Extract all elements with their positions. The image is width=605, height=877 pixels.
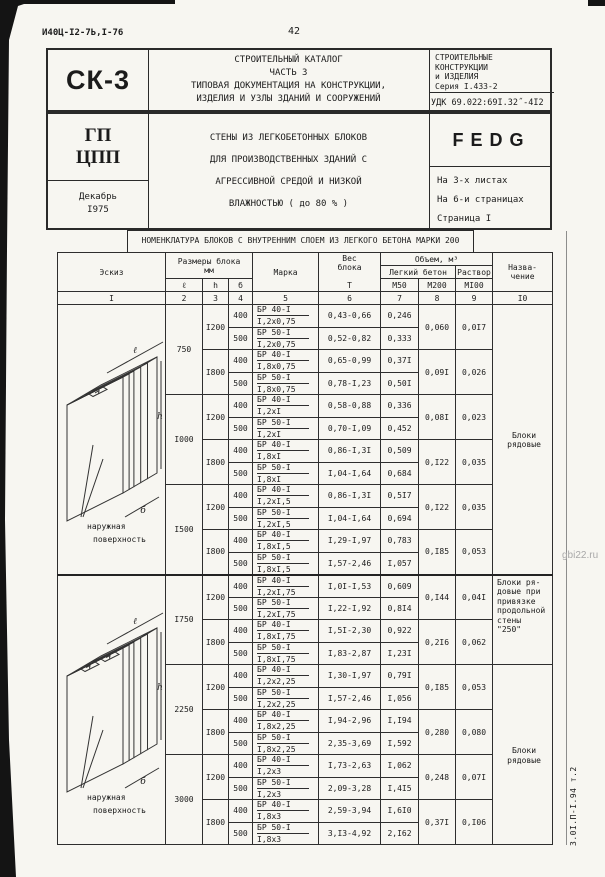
col-num: 6 bbox=[319, 292, 381, 305]
cell-m50: 0,50I bbox=[381, 372, 419, 395]
cell-m200: 0,37I bbox=[419, 800, 456, 845]
cell-weight: I,83-2,87 bbox=[319, 642, 381, 665]
cell-width: 500 bbox=[229, 597, 253, 620]
cell-width: 500 bbox=[229, 507, 253, 530]
scan-corner-smear bbox=[588, 0, 605, 6]
cell-weight: I,5I-2,30 bbox=[319, 620, 381, 643]
classification-code: FEDG bbox=[452, 129, 531, 150]
cell-m50: 0,783 bbox=[381, 530, 419, 553]
cell-length: I750 bbox=[166, 575, 203, 665]
outer-surface-label: наружная bbox=[86, 522, 126, 532]
cell-m100: 0,053 bbox=[456, 665, 493, 710]
dim-b-label: б bbox=[139, 506, 146, 517]
issue-date: Декабрь I975 bbox=[79, 192, 117, 215]
cell-width: 500 bbox=[229, 642, 253, 665]
cell-m50: I,056 bbox=[381, 687, 419, 710]
outer-surface-label: поверхность bbox=[92, 805, 146, 815]
cell-width: 400 bbox=[229, 800, 253, 823]
dim-h-label: h bbox=[156, 412, 163, 423]
cell-mark: БР 40-I I,8х0,75 bbox=[253, 350, 319, 373]
cell-mark: БР 40-I I,2х2,25 bbox=[253, 665, 319, 688]
cell-width: 400 bbox=[229, 575, 253, 598]
cell-m100: 0,035 bbox=[456, 440, 493, 485]
cell-length: 750 bbox=[166, 305, 203, 395]
cell-width: 400 bbox=[229, 350, 253, 373]
cell-m200: 0,280 bbox=[419, 710, 456, 755]
publisher: ГП ЦПП bbox=[75, 125, 121, 168]
sketch-cell bbox=[58, 305, 166, 575]
cell-height: I200 bbox=[203, 665, 229, 710]
side-document-code: 3.0I.П-I.94 т.2 bbox=[569, 766, 578, 846]
cell-weight: I,04-I,64 bbox=[319, 462, 381, 485]
scan-fold-line bbox=[566, 231, 567, 845]
cell-m200: 0,08I bbox=[419, 395, 456, 440]
cell-m50: I,4I5 bbox=[381, 777, 419, 800]
cell-weight: I,04-I,64 bbox=[319, 507, 381, 530]
scan-top-smear bbox=[0, 0, 175, 4]
cell-weight: I,0I-I,53 bbox=[319, 575, 381, 598]
cell-m50: 0,333 bbox=[381, 327, 419, 350]
cell-width: 500 bbox=[229, 417, 253, 440]
block-sketch-1 bbox=[59, 319, 165, 557]
cell-width: 500 bbox=[229, 732, 253, 755]
cell-height: I800 bbox=[203, 440, 229, 485]
cell-height: I200 bbox=[203, 755, 229, 800]
header-m200: М200 bbox=[419, 279, 456, 292]
cell-mark: БР 50-I I,2х0,75 bbox=[253, 327, 319, 350]
cell-mark: БР 50-I I,2хI bbox=[253, 417, 319, 440]
cell-m200: 0,I44 bbox=[419, 575, 456, 620]
cell-mark: БР 50-I I,8хI,75 bbox=[253, 642, 319, 665]
cell-m200: 0,09I bbox=[419, 350, 456, 395]
cell-m50: 0,452 bbox=[381, 417, 419, 440]
catalog-code: СК-3 bbox=[66, 64, 130, 95]
cell-weight: 0,70-I,09 bbox=[319, 417, 381, 440]
header-m50: М50 bbox=[381, 279, 419, 292]
cell-length: 2250 bbox=[166, 665, 203, 755]
cell-m200: 0,I22 bbox=[419, 440, 456, 485]
cell-m50: 0,694 bbox=[381, 507, 419, 530]
cell-weight: 0,43-0,66 bbox=[319, 305, 381, 328]
nomenclature-table bbox=[57, 252, 553, 845]
block-sketch-2 bbox=[59, 590, 165, 828]
cell-m50: 0,684 bbox=[381, 462, 419, 485]
cell-mark: БР 40-I I,8хI,75 bbox=[253, 620, 319, 643]
header-weight: Вес блока Т bbox=[319, 253, 381, 292]
cell-m50: 0,8I4 bbox=[381, 597, 419, 620]
cell-length: I000 bbox=[166, 395, 203, 485]
cell-width: 400 bbox=[229, 530, 253, 553]
cell-width: 400 bbox=[229, 440, 253, 463]
site-watermark: gbi22.ru bbox=[562, 550, 599, 561]
cell-length: I500 bbox=[166, 485, 203, 575]
dim-l-label: ℓ bbox=[132, 616, 137, 627]
document-subject: СТЕНЫ ИЗ ЛЕГКОБЕТОННЫХ БЛОКОВ ДЛЯ ПРОИЗВОДСТВЕННЫХ ЗДАНИЙ С АГРЕССИВНОЙ СРЕДОЙ И НИЗКОЙ ВЛАЖНОСТЬЮ ( до 80 % ) bbox=[209, 133, 368, 209]
cell-height: I200 bbox=[203, 395, 229, 440]
cell-width: 400 bbox=[229, 755, 253, 778]
col-num: 2 bbox=[166, 292, 203, 305]
header-stamp-top bbox=[46, 48, 552, 112]
cell-m100: 0,07I bbox=[456, 755, 493, 800]
cell-m100: 0,I06 bbox=[456, 800, 493, 845]
col-num: 9 bbox=[456, 292, 493, 305]
table-row bbox=[58, 305, 553, 328]
cell-m100: 0,035 bbox=[456, 485, 493, 530]
cell-mark: БР 40-I I,2х3 bbox=[253, 755, 319, 778]
cell-m200: 0,I22 bbox=[419, 485, 456, 530]
dim-h-label: h bbox=[156, 682, 163, 693]
cell-width: 400 bbox=[229, 710, 253, 733]
sketch-cell bbox=[58, 575, 166, 845]
cell-mark: БР 50-I I,2хI,5 bbox=[253, 507, 319, 530]
cell-m100: 0,04I bbox=[456, 575, 493, 620]
cell-weight: I,94-2,96 bbox=[319, 710, 381, 733]
table-header-row bbox=[58, 253, 553, 266]
cell-m50: 0,246 bbox=[381, 305, 419, 328]
cell-m50: 0,509 bbox=[381, 440, 419, 463]
cell-length: 3000 bbox=[166, 755, 203, 845]
header-purpose: Назва- чение bbox=[493, 253, 553, 292]
cell-mark: БР 50-I I,2хI,75 bbox=[253, 597, 319, 620]
cell-weight: I,22-I,92 bbox=[319, 597, 381, 620]
cell-weight: I,30-I,97 bbox=[319, 665, 381, 688]
cell-weight: 2,09-3,28 bbox=[319, 777, 381, 800]
table-row bbox=[58, 575, 553, 598]
table-title: НОМЕНКЛАТУРА БЛОКОВ С ВНУТРЕННИМ СЛОЕМ ИЗ ЛЕГКОГО БЕТОНА МАРКИ 200 bbox=[127, 230, 474, 253]
cell-m50: I,057 bbox=[381, 552, 419, 575]
header-mark: Марка bbox=[253, 253, 319, 292]
cell-m100: 0,026 bbox=[456, 350, 493, 395]
cell-m50: 0,922 bbox=[381, 620, 419, 643]
cell-weight: 0,52-0,82 bbox=[319, 327, 381, 350]
header-light-concrete: Легкий бетон bbox=[381, 266, 456, 279]
cell-mark: БР 50-I I,8х3 bbox=[253, 822, 319, 845]
col-num: 7 bbox=[381, 292, 419, 305]
cell-m100: 0,023 bbox=[456, 395, 493, 440]
cell-m50: I,6I0 bbox=[381, 800, 419, 823]
cell-weight: 2,59-3,94 bbox=[319, 800, 381, 823]
cell-m50: I,I94 bbox=[381, 710, 419, 733]
outer-surface-label: поверхность bbox=[92, 535, 146, 545]
cell-m50: I,062 bbox=[381, 755, 419, 778]
cell-mark: БР 40-I I,2хI,75 bbox=[253, 575, 319, 598]
udk-code: УДК 69.022:69I.32˝-4I2 bbox=[429, 92, 554, 112]
cell-height: I800 bbox=[203, 350, 229, 395]
col-num: 5 bbox=[253, 292, 319, 305]
page-number: 42 bbox=[288, 26, 301, 37]
cell-m100: 0,0I7 bbox=[456, 305, 493, 350]
purpose-cell: Блоки рядовые bbox=[493, 305, 553, 575]
dim-b-label: б bbox=[139, 776, 146, 787]
cell-m200: 0,060 bbox=[419, 305, 456, 350]
header-sketch: Эскиз bbox=[58, 253, 166, 292]
cell-m100: 0,053 bbox=[456, 530, 493, 575]
cell-width: 400 bbox=[229, 395, 253, 418]
cell-m200: 0,248 bbox=[419, 755, 456, 800]
col-num: I0 bbox=[493, 292, 553, 305]
scan-left-edge bbox=[0, 0, 42, 877]
cell-m100: 0,080 bbox=[456, 710, 493, 755]
cell-mark: БР 50-I I,8хI bbox=[253, 462, 319, 485]
cell-width: 500 bbox=[229, 462, 253, 485]
sheets-info: На 3-х листах На 6-и страницах Страница I bbox=[437, 176, 524, 224]
cell-m50: 2,I62 bbox=[381, 822, 419, 845]
cell-width: 500 bbox=[229, 822, 253, 845]
cell-m200: 0,I85 bbox=[419, 665, 456, 710]
cell-width: 400 bbox=[229, 305, 253, 328]
cell-height: I800 bbox=[203, 800, 229, 845]
cell-weight: I,57-2,46 bbox=[319, 687, 381, 710]
cell-width: 400 bbox=[229, 620, 253, 643]
cell-width: 500 bbox=[229, 687, 253, 710]
cell-weight: I,29-I,97 bbox=[319, 530, 381, 553]
cell-mark: БР 40-I I,2хI,5 bbox=[253, 485, 319, 508]
purpose-cell: Блоки ря- довые при привязке продольной стены "250" bbox=[493, 575, 553, 665]
cell-m200: 0,2I6 bbox=[419, 620, 456, 665]
cell-width: 500 bbox=[229, 372, 253, 395]
cell-width: 500 bbox=[229, 777, 253, 800]
cell-height: I200 bbox=[203, 575, 229, 620]
header-stamp-main bbox=[46, 112, 552, 230]
cell-weight: I,57-2,46 bbox=[319, 552, 381, 575]
cell-height: I800 bbox=[203, 620, 229, 665]
cell-width: 400 bbox=[229, 485, 253, 508]
cell-width: 400 bbox=[229, 665, 253, 688]
cell-height: I200 bbox=[203, 305, 229, 350]
purpose-cell: Блоки рядовые bbox=[493, 665, 553, 845]
cell-mark: БР 40-I I,8хI bbox=[253, 440, 319, 463]
col-num: 4 bbox=[229, 292, 253, 305]
col-num: I bbox=[58, 292, 166, 305]
cell-m50: 0,79I bbox=[381, 665, 419, 688]
cell-m50: I,23I bbox=[381, 642, 419, 665]
header-dim-h: h bbox=[203, 279, 229, 292]
cell-m100: 0,062 bbox=[456, 620, 493, 665]
cell-mark: БР 50-I I,8хI,5 bbox=[253, 552, 319, 575]
header-dim-l: ℓ bbox=[166, 279, 203, 292]
cell-height: I200 bbox=[203, 485, 229, 530]
cell-m50: 0,5I7 bbox=[381, 485, 419, 508]
cell-weight: 0,86-I,3I bbox=[319, 440, 381, 463]
cell-m50: 0,37I bbox=[381, 350, 419, 373]
column-numbers-row bbox=[58, 292, 553, 305]
header-dim-b: б bbox=[229, 279, 253, 292]
series-block: СТРОИТЕЛЬНЫЕ КОНСТРУКЦИИ и ИЗДЕЛИЯ Серия I.433-2 bbox=[435, 53, 498, 91]
header-m100: МI00 bbox=[456, 279, 493, 292]
cell-mark: БР 50-I I,8х0,75 bbox=[253, 372, 319, 395]
cell-mark: БР 50-I I,8х2,25 bbox=[253, 732, 319, 755]
cell-weight: 2,35-3,69 bbox=[319, 732, 381, 755]
cell-height: I800 bbox=[203, 530, 229, 575]
cell-width: 500 bbox=[229, 552, 253, 575]
cell-m200: 0,I85 bbox=[419, 530, 456, 575]
header-mortar: Раствор bbox=[457, 267, 491, 277]
cell-weight: 0,58-0,88 bbox=[319, 395, 381, 418]
cell-mark: БР 40-I I,8х2,25 bbox=[253, 710, 319, 733]
header-sizes: Размеры блока мм bbox=[166, 253, 253, 279]
header-volume: Объем, м³ bbox=[381, 253, 493, 266]
catalog-title: СТРОИТЕЛЬНЫЙ КАТАЛОГ ЧАСТЬ 3 ТИПОВАЯ ДОКУМЕНТАЦИЯ НА КОНСТРУКЦИИ, ИЗДЕЛИЯ И УЗЛЫ ЗДАНИЙ И СООРУЖЕНИЙ bbox=[190, 55, 387, 104]
cell-m50: I,592 bbox=[381, 732, 419, 755]
cell-weight: I,73-2,63 bbox=[319, 755, 381, 778]
dim-l-label: ℓ bbox=[132, 346, 137, 357]
outer-surface-label: наружная bbox=[86, 792, 126, 802]
col-num: 8 bbox=[419, 292, 456, 305]
document-code: И40Ц-I2-7Ь,I-76 bbox=[42, 28, 124, 38]
cell-mark: БР 40-I I,2хI bbox=[253, 395, 319, 418]
cell-mark: БР 50-I I,2х2,25 bbox=[253, 687, 319, 710]
cell-weight: 3,I3-4,92 bbox=[319, 822, 381, 845]
cell-m50: 0,336 bbox=[381, 395, 419, 418]
cell-weight: 0,86-I,3I bbox=[319, 485, 381, 508]
col-num: 3 bbox=[203, 292, 229, 305]
cell-weight: 0,65-0,99 bbox=[319, 350, 381, 373]
cell-width: 500 bbox=[229, 327, 253, 350]
cell-mark: БР 40-I I,8х3 bbox=[253, 800, 319, 823]
cell-mark: БР 40-I I,8хI,5 bbox=[253, 530, 319, 553]
cell-mark: БР 50-I I,2х3 bbox=[253, 777, 319, 800]
cell-mark: БР 40-I I,2х0,75 bbox=[253, 305, 319, 328]
cell-m50: 0,609 bbox=[381, 575, 419, 598]
cell-weight: 0,78-I,23 bbox=[319, 372, 381, 395]
cell-height: I800 bbox=[203, 710, 229, 755]
